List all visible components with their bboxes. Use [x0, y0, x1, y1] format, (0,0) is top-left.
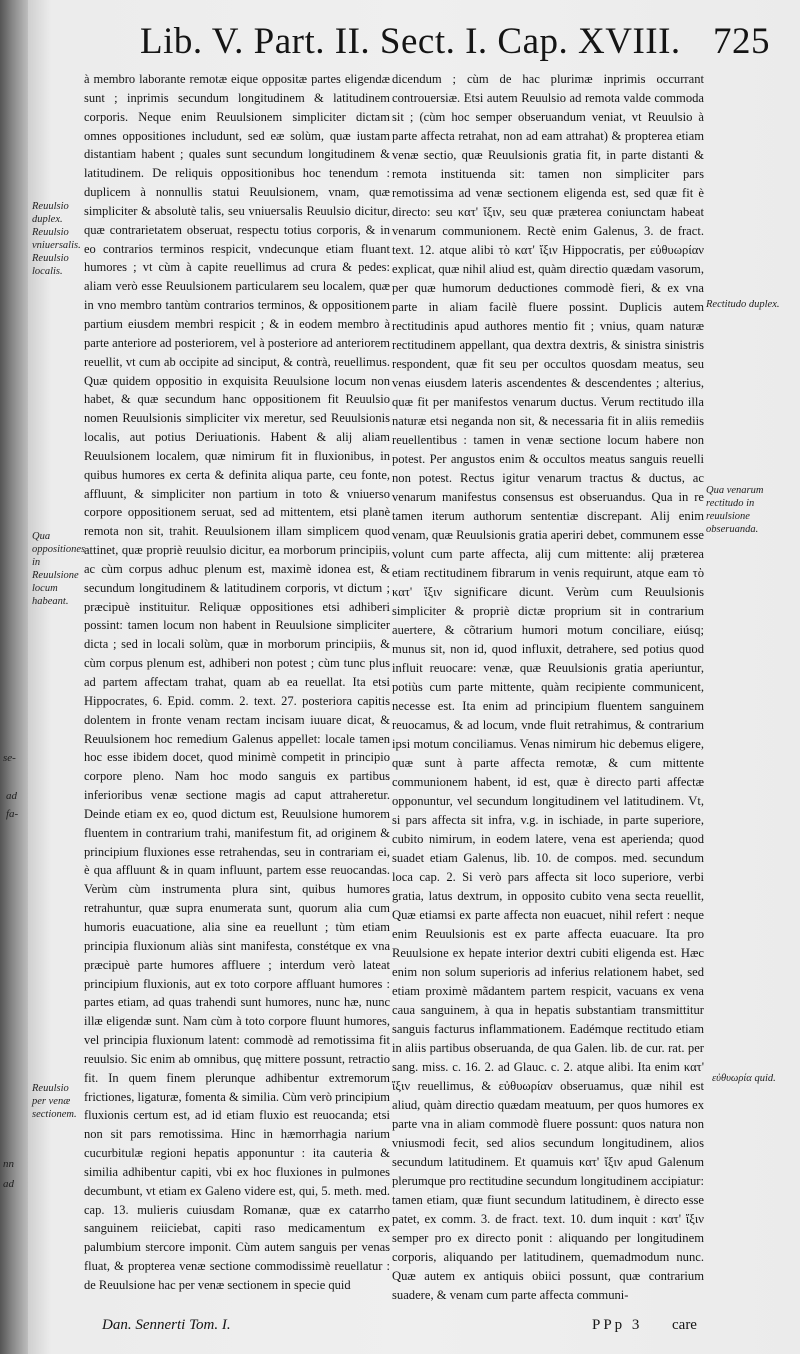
- left-column-text: à membro laborante remotæ eique oppositæ partes eligendæ sunt ; inprimis secundum longitudinem & latitudinem corporis. Neque enim Reuulsionem simpliciter dictam omnes oppositiones includunt, sed eæ solùm, quæ iustam distantiam habent ; quales sunt secundum longitudinem & latitudinem. De reliquis oppositionibus hoc tenendum : duplicem à nonnullis statui Reuulsionem, vnam, quæ simpliciter & absolutè talis, seu vniuersalis Reuulsio dicitur, quæ contrarietatem obseruat, respectu totius corporis, & in eo contrarios terminos respicit, vndecunque etiam fluant humores ; vt cùm à capite reuellimus ad crura & pedes: aliam verò esse Reuulsionem particularem seu localem, quæ in vno membro tantùm contrarios terminos, & oppositionem partium eiusdem membri respicit ; & in eodem membro à parte anteriore ad posteriorem, vel à posteriore ad anteriorem reuellit, vt cum ab occipite ad sinciput, & contrà, reuellimus. Quæ quidem oppositio in exquisita Reuulsione locum non habet, & quæ secundum hanc oppositionem fit Reuulsio nomen Reuulsionis simpliciter vix meretur, sed Reuulsionis localis, aut potius Deriuationis. Habent & alij aliam Reuulsionem localem, quæ nimirum fit in fluxionibus, in quibus humores ex certa & definita aliqua parte, ceu fonte, affluunt, & simpliciter non partium in toto & vniuerso corpore oppositionem seruat, sed ad mittentem, etsi planè remota non sit, trahit. Reuulsionem illam simplicem quod attinet, quæ propriè reuulsio dicitur, ea morborum principiis, ac cùm corpus adhuc plenum est, maximè idonea est, & secundum longitudinem & latitudinem corporis, vt dictum ; præcipuè instituitur. Reliquæ oppositiones etsi adhiberi possint: tamen locum non habent in Reuulsione simpliciter dicta ; sed in locali solùm, quæ in morborum principiis, & cùm corpus plenum est, adhiberi non potest ; cùm tunc plus ad partem affectam trahat, quam ab ea reuellat. Ita etsi Hippocrates, 6. Epid. comm. 2. text. 27. posteriora capitis dolentem in fronte venam rectam incisam iuuare dicat, & Reuulsionem hoc remedium Galenus appellet: locale tamen hoc esse ibidem docet, quod minimè competit in principio corpore pleno. Nam hoc modo sanguis ex partibus inferioribus venæ sectione magis ad caput attraheretur. Deinde etiam ex eo, quod dictum est, Reuulsione humorem fluentem in contrarium trahi, manifestum fit, ad originem & principium fluxiones esse retrahendas, seu in contrariam ei, è qua affluunt & in quam influunt, partem esse reuocandas. Verùm cùm instrumenta plura sint, quibus humores retrahuntur, quæ supra enumerata sunt, quorum alia cum humoris euacuatione, alia sine ea reuellunt ; tùm etiam principia fluxionum aliàs sint manifesta, constétque ex vna præcipuè parte humores affluere ; interdum verò lateat principium fluxionis, aut ex toto corpore affluant humores : partes etiam, ad quas trahendi sunt humores, nunc hæ, nunc illæ eligendæ sunt. Nam cùm à toto corpore fluunt humores, vel principia fluxionum latent: commodè ad remotissima fit reuulsio. Sic enim ab omnibus, quę mittere possunt, retractio fit. In quem finem plerunque adhibentur extremorum frictiones, ligaturæ, fomenta & similia. Cùm verò principium fluxionis certum est, ad id etiam fluxio est reuocanda; etsi non sit pars remotissima. Hinc in hæmorrhagia narium cucurbitulæ regioni hepatis apponuntur : ita cauteria & similia adhibentur capiti, vbi ex hoc fluxiones in pulmones decumbunt, vt etiam ex Galeno videre est, qui, 5. meth. med. cap. 13. mulieris cuiusdam Romanæ, quæ ex catarrho sanguinem reiiciebat, capiti raso medicamentum ex palumbium stercore imponit. Cùm autem sanguis per venas fluat, & propterea venæ sectione commodissimè reuellatur : de Reuulsione hac per venæ sectionem in specie quid: [84, 72, 390, 1292]
- gutter-fragment: se-: [3, 752, 16, 764]
- right-column-text: dicendum ; cùm de hac plurimæ inprimis occurrant controuersiæ. Etsi autem Reuulsio ad remota valde commoda sit ; (cùm hoc semper obseruandum veniat, vt Reuulsio à parte affecta retrahat, non ad eam attrahat) & propterea etiam venæ sectio, quæ Reuulsionis gratia fit, in parte distanti & remota instituenda sit: tamen non simpliciter pars remotissima ad venæ sectionem eligenda est, sed quæ fit è directo: seu κατ' ἴξιν, seu quæ præterea coniunctam habeat venarum communionem. Rectè enim Galenus, 3. de fract. text. 12. atque alibi τὸ κατ' ἴξιν Hippocratis, per εὐθυωρίαν explicat, quæ nihil aliud est, quàm directio quædam vasorum, per quæ humorum deductiones commodè fieri, & ex vna parte in aliam facilè fluere possint. Duplicis autem rectitudinis apud authores mentio fit ; vnius, quam naturæ rectitudinem appellant, qua dextra dextris, & sinistra sinistris respondent, quæ fit seu per occultos quosdam meatus, seu venas eiusdem lateris ascendentes & descendentes ; alterius, quæ fit per manifestos venarum ductus. Verum rectitudo illa naturæ etsi neganda non sit, & necessaria fit in aliis remediis reuellentibus : tamen in venæ sectione locum habere non potest. Per angustos enim & occultos meatus sanguis reuelli non potest. Rectus igitur venarum tractus & ductus, ac venarum manifestus consensus est obseruandus. Qua in re tamen iterum authorum sententiæ discrepant. Alij enim venam, quæ Reuulsionis gratia aperiri debet, communem esse volunt cum parte affecta, alij cum mittente: alij præterea etiam rectitudinem fibrarum in venis requirunt, atque eam τὸ κατ' ἴξιν significare dicunt. Verùm cum Reuulsionis simpliciter & propriè dictæ proprium sit in contrarium auertere, & cõtrarium humori motum conciliare, eiúsq; munus sit, non id, quod influxit, detrahere, sed potius quod influit reuocare: venæ, quæ Reuulsionis gratia aperiuntur, potiùs cum parte mittente, quàm recipiente communicent, necesse est. Ita enim ad principium fluentem sanguinem reuocamus, & ad locum, vnde fluit retrahimus, & contrarium ipsi motum conciliamus. Venas nimirum hic debemus eligere, quæ sunt à parte affecta remotæ, & cum mittente communionem habent, id est, quæ è directo parti affectæ opponuntur, vel secundum longitudinem vel latitudinem. Vt, si pars affecta sit infra, v.g. in ischiade, in parte superiore, cubito nimirum, in eodem latere, vena est aperienda; quod suadet etiam Galenus, lib. 10. de compos. med. secundum loca cap. 2. Si verò pars affecta sit loco superiore, verbi gratia, latus dextrum, in opposito cubito vena secta reuellit, Quæ etiamsi ex parte affecta non euacuet, nihil refert : neque enim Reuulsionis est ex parte affecta euacuare. Ita pro Reuulsione ex hepate interior dextri cubiti eligenda est. Hæc enim non solum superioris ad inferius relationem habet, sed etiam proximè mãdantem partem respicit, vacuans ex vena caua sanguinem, à qua in hepatis substantiam transmittitur sanguis facturus inflammationem. Eadémque rectitudo etiam in aliis partibus obseruanda, de qua Galen. lib. de cur. rat. per sang. miss. c. 16. 2. ad Glauc. c. 2. atque alibi. Ita enim κατ' ἴξιν reuellimus, & εὐθυωρίαν obseruamus, quæ nihil est aliud, quàm directio quædam meatuum, per quos humores ex parte vna in aliam commodè fluere possunt: quos natura non vniusmodi fecit, sed alios secundum longitudinem, alios secundum latitudinem. Et quamuis κατ' ἴξιν apud Galenum plerumque pro rectitudine secundum longitudinem accipiatur: tamen etiam, quæ fiunt secundum latitudinem, è directo esse patet, ex comm. 3. de fract. text. 10. dum inquit : κατ' ἴξιν semper pro ex directo ponit : aliquando per longitudinem corporis, aliquando per latitudinem, quemadmodum nunc. Quæ autem ex antiquis obiici possunt, quæ contrarium suadere, & venam cum parte affecta communi-: [392, 72, 704, 1302]
- binding-gutter: [0, 0, 28, 1354]
- gutter-fragment: ad: [6, 790, 17, 802]
- margin-note-right-3: εὐθυωρία quid.: [712, 1073, 776, 1084]
- page-footer: [84, 1317, 704, 1339]
- margin-note-left-2: Qua oppositiones in Reuulsione locum habeant.: [32, 531, 86, 607]
- margin-note-right-2: Qua venarum rectitudo in reuulsione obseruanda.: [706, 485, 764, 535]
- margin-note-left-3: Reuulsio per venæ sectionem.: [32, 1083, 77, 1120]
- page-title: Lib. V. Part. II. Sect. I. Cap. XVIII.: [140, 21, 681, 62]
- text-column-left: [84, 70, 390, 1295]
- gutter-fragment: fa-: [6, 808, 19, 820]
- page-number: 725: [713, 21, 770, 62]
- signature-mark: PPp 3: [592, 1317, 643, 1333]
- catchword: care: [672, 1317, 697, 1333]
- margin-note-right-1: Rectitudo duplex.: [706, 299, 780, 310]
- text-column-right: [392, 70, 704, 1305]
- footer-author: Dan. Sennerti Tom. I.: [102, 1317, 231, 1333]
- gutter-fragment: ad: [3, 1178, 14, 1190]
- gutter-fragment: nn: [3, 1158, 14, 1170]
- running-header: [140, 20, 770, 70]
- margin-note-left-1: Reuulsio duplex. Reuulsio vniuersalis. Reuulsio localis.: [32, 201, 81, 277]
